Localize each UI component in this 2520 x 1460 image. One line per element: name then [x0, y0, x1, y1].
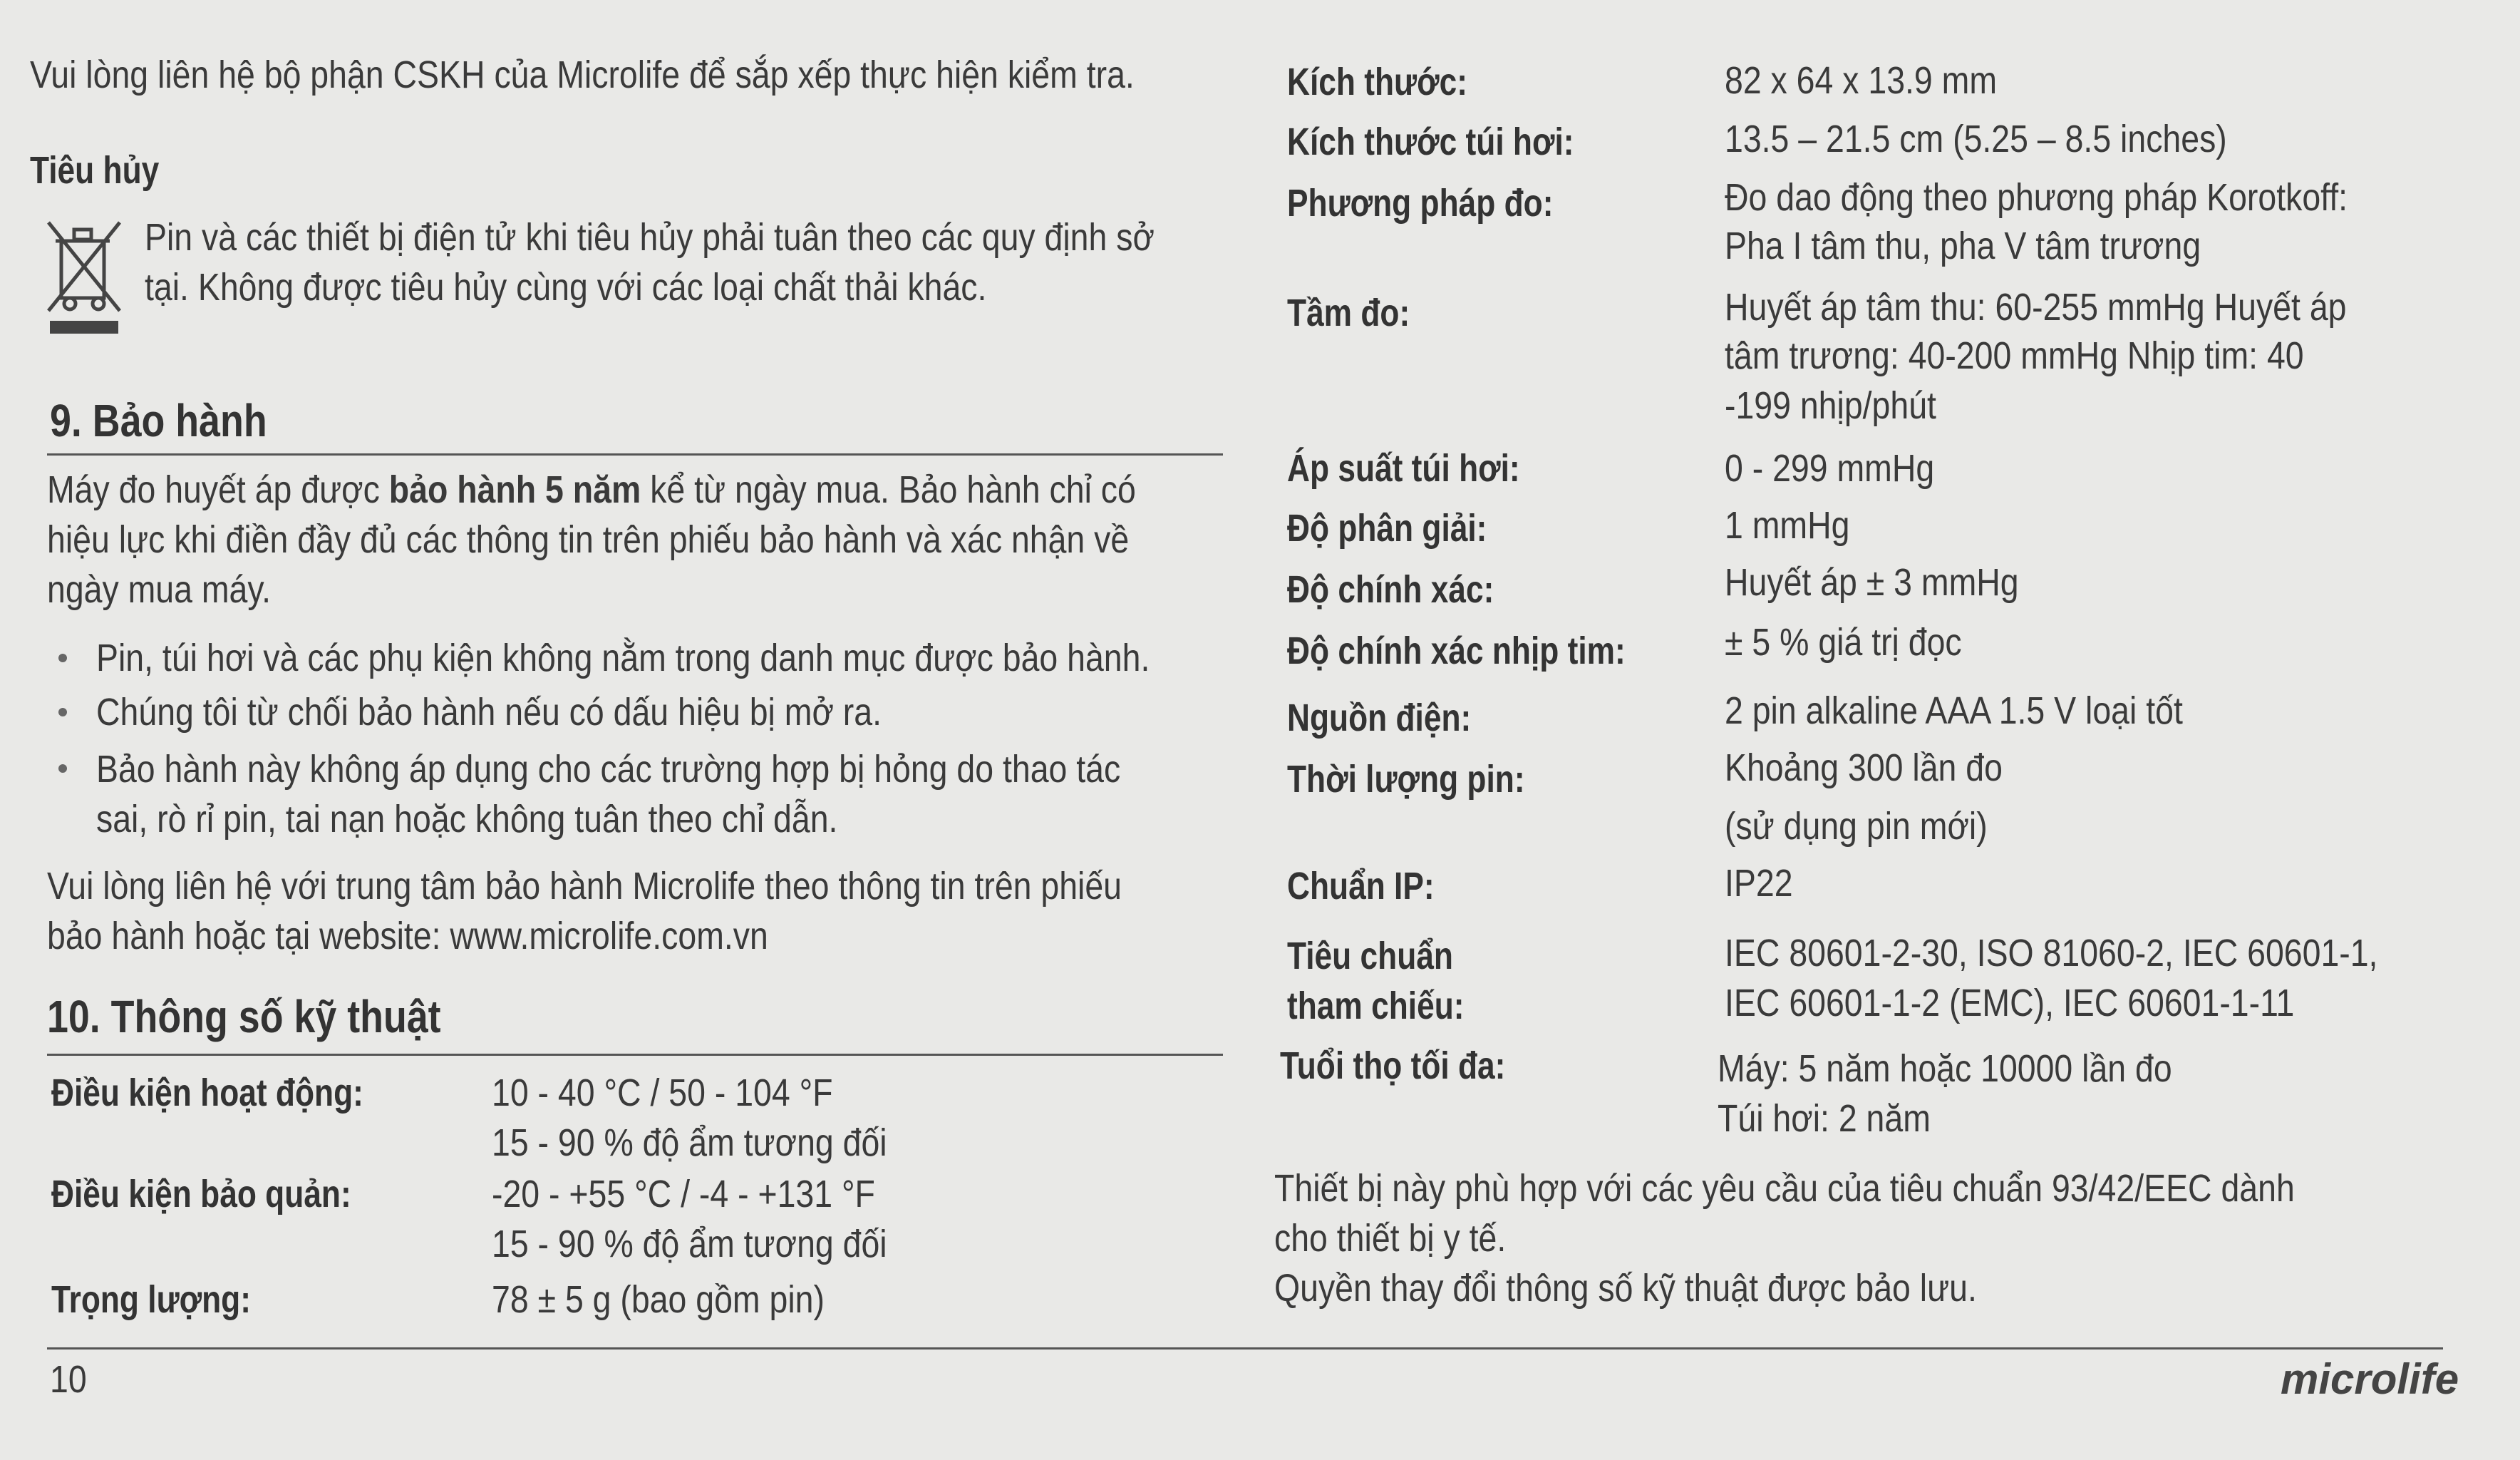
spec-label-range: Tầm đo:	[1287, 292, 1410, 334]
spec-value-range-line1: Huyết áp tâm thu: 60-255 mmHg Huyết áp	[1725, 286, 2347, 329]
footer-rule	[47, 1347, 2443, 1350]
warranty-bullet-1: Pin, túi hơi và các phụ kiện không nằm trong danh mục được bảo hành.	[96, 637, 1150, 679]
contact-cskh-text: Vui lòng liên hệ bộ phận CSKH của Microlife để sắp xếp thực hiện kiểm tra.	[30, 53, 1135, 96]
warranty-bullet-3-line2: sai, rò rỉ pin, tai nạn hoặc không tuân theo chỉ dẫn.	[96, 798, 838, 840]
warranty-heading: 9. Bảo hành	[50, 395, 267, 446]
spec-value-storage-temp: -20 - +55 °C / -4 - +131 °F	[492, 1173, 875, 1215]
warranty-paragraph-line2: hiệu lực khi điền đầy đủ các thông tin trên phiếu bảo hành và xác nhận về	[47, 518, 1130, 561]
spec-value-power: 2 pin alkaline AAA 1.5 V loại tốt	[1725, 689, 2183, 732]
warranty-bullet-2: Chúng tôi từ chối bảo hành nếu có dấu hiệu bị mở ra.	[96, 691, 882, 734]
spec-label-pulse-accuracy: Độ chính xác nhịp tim:	[1287, 629, 1626, 672]
bullet-dot	[58, 708, 67, 716]
spec-label-resolution: Độ phân giải:	[1287, 507, 1487, 550]
bullet-dot	[58, 654, 67, 662]
spec-label-operating: Điều kiện hoạt động:	[51, 1071, 363, 1114]
page-number: 10	[50, 1358, 87, 1401]
brand-logo: microlife	[2281, 1355, 2459, 1403]
spec-label-method: Phương pháp đo:	[1287, 182, 1554, 225]
spec-value-range-line3: -199 nhịp/phút	[1725, 384, 1936, 427]
spec-change-note: Quyền thay đổi thông số kỹ thuật được bảo lưu.	[1274, 1267, 1977, 1310]
spec-value-storage-humidity: 15 - 90 % độ ẩm tương đối	[492, 1223, 887, 1265]
spec-label-cuff: Kích thước túi hơi:	[1287, 120, 1574, 163]
spec-value-operating-humidity: 15 - 90 % độ ẩm tương đối	[492, 1121, 887, 1164]
spec-label-cuff-pressure: Áp suất túi hơi:	[1287, 447, 1520, 490]
spec-label-weight: Trọng lượng:	[51, 1278, 251, 1321]
warranty-text: Máy đo huyết áp được	[47, 468, 389, 511]
spec-value-method-line1: Đo dao động theo phương pháp Korotkoff:	[1725, 176, 2348, 219]
warranty-paragraph-line3: ngày mua máy.	[47, 568, 272, 611]
spec-label-standards-line2: tham chiếu:	[1287, 985, 1465, 1027]
spec-label-size: Kích thước:	[1287, 61, 1467, 103]
disposal-text-line1: Pin và các thiết bị điện tử khi tiêu hủy phải tuân theo các quy định sở	[145, 216, 1155, 259]
spec-value-cuff: 13.5 – 21.5 cm (5.25 – 8.5 inches)	[1725, 118, 2227, 160]
spec-value-range-line2: tâm trương: 40-200 mmHg Nhịp tim: 40	[1725, 334, 2304, 377]
spec-value-battery-line2: (sử dụng pin mới)	[1725, 805, 1988, 848]
spec-value-size: 82 x 64 x 13.9 mm	[1725, 59, 1998, 102]
spec-value-accuracy: Huyết áp ± 3 mmHg	[1725, 561, 2019, 604]
spec-value-pulse-accuracy: ± 5 % giá trị đọc	[1725, 621, 1962, 664]
spec-value-ip: IP22	[1725, 862, 1793, 905]
spec-label-power: Nguồn điện:	[1287, 696, 1472, 739]
spec-value-lifetime-device: Máy: 5 năm hoặc 10000 lần đo	[1718, 1047, 2172, 1090]
bullet-dot	[58, 764, 67, 773]
spec-label-lifetime: Tuổi thọ tối đa:	[1280, 1044, 1506, 1087]
disposal-text-line2: tại. Không được tiêu hủy cùng với các loại chất thải khác.	[145, 266, 987, 309]
warranty-paragraph-line1	[47, 465, 1136, 515]
specs-heading: 10. Thông số kỹ thuật	[47, 991, 441, 1042]
warranty-duration: bảo hành 5 năm	[388, 468, 641, 511]
compliance-note-line2: cho thiết bị y tế.	[1274, 1217, 1507, 1260]
spec-label-standards-line1: Tiêu chuẩn	[1287, 935, 1453, 977]
warranty-contact-line2: bảo hành hoặc tại website: www.microlife.com.vn	[47, 915, 768, 957]
spec-value-lifetime-cuff: Túi hơi: 2 năm	[1718, 1097, 1931, 1140]
spec-label-ip: Chuẩn IP:	[1287, 865, 1435, 908]
spec-label-storage: Điều kiện bảo quản:	[51, 1173, 351, 1215]
compliance-note-line1: Thiết bị này phù hợp với các yêu cầu của tiêu chuẩn 93/42/EEC dành	[1274, 1167, 2295, 1210]
spec-label-battery-life: Thời lượng pin:	[1287, 758, 1525, 801]
specs-heading-rule	[47, 1054, 1223, 1056]
warranty-bullet-3-line1: Bảo hành này không áp dụng cho các trường hợp bị hỏng do thao tác	[96, 748, 1121, 791]
spec-value-operating-temp: 10 - 40 °C / 50 - 104 °F	[492, 1071, 833, 1114]
disposal-bin-icon	[41, 212, 127, 348]
spec-value-weight: 78 ± 5 g (bao gồm pin)	[492, 1278, 825, 1321]
spec-value-battery-line1: Khoảng 300 lần đo	[1725, 746, 2003, 789]
spec-value-cuff-pressure: 0 - 299 mmHg	[1725, 447, 1935, 490]
warranty-contact-line1: Vui lòng liên hệ với trung tâm bảo hành Microlife theo thông tin trên phiếu	[47, 865, 1122, 908]
warranty-text: kể từ ngày mua. Bảo hành chỉ có	[641, 468, 1136, 511]
spec-label-accuracy: Độ chính xác:	[1287, 568, 1494, 611]
spec-value-standards-line2: IEC 60601-1-2 (EMC), IEC 60601-1-11	[1725, 982, 2295, 1024]
disposal-heading: Tiêu hủy	[30, 149, 160, 192]
spec-value-method-line2: Pha I tâm thu, pha V tâm trương	[1725, 225, 2201, 267]
warranty-heading-rule	[47, 453, 1223, 456]
spec-value-resolution: 1 mmHg	[1725, 504, 1850, 547]
spec-value-standards-line1: IEC 80601-2-30, ISO 81060-2, IEC 60601-1,	[1725, 932, 2378, 975]
